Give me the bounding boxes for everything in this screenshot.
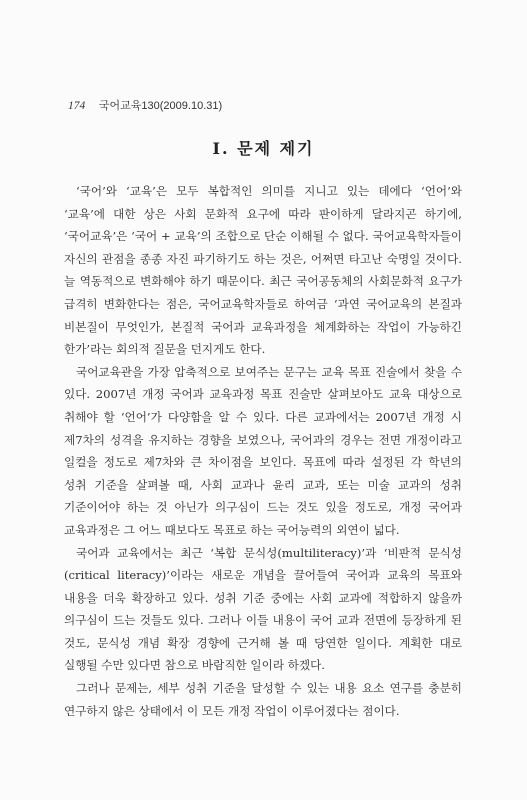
paragraph-2: 국어교육관을 가장 압축적으로 보여주는 문구는 교육 목표 진술에서 찾을 수 있다. 2007년 개정 국어과 교육과정 목표 진술만 살펴보아도 교육 대상으로 취해야 할 ‘언어’가 다양함을 알 수 있다. 다른 교과에서는 2007년 개정 시 제7차의 성격을 유지하는 경향을 보였으나, 국어과의 경우는 전면 개정이라고 일컬을 정도로 제7차와 큰 차이점을 보인다. 목표에 따라 설정된 각 학년의 성취 기준을 살펴볼 때, 사회 교과나 윤리 교과, 또는 미술 교과의 성취 기준이어야 하는 것 아닌가 의구심이 드는 것도 있을 정도로, 개정 국어과 교육과정은 그 어느 때보다도 목표로 하는 국어능력의 외연이 넓다. (64, 364, 462, 537)
section-title: Ⅰ. 문제 제기 (212, 139, 315, 158)
running-header (68, 97, 222, 113)
paragraph-4: 그러나 문제는, 세부 성취 기준을 달성할 수 있는 내용 요소 연구를 충분히 연구하지 않은 상태에서 이 모든 개정 작업이 이루어졌다는 점이다. (64, 681, 462, 718)
paragraph-1: ‘국어’와 ‘교육’은 모두 복합적인 의미를 지니고 있는 데에다 ‘언어’와 ‘교육’에 대한 상은 사회 문화적 요구에 따라 판이하게 달라지곤 하기에, ‘국어교육’은 ‘국어 + 교육’의 조합으로 단순 이해될 수 없다. 국어교육학자들이 자신의 관점을 종종 자진 파기하기도 하는 것은, 어쩌면 타고난 숙명일 것이다. 늘 역동적으로 변화해야 하기 때문이다. 최근 국어공동체의 사회문화적 요구가 급격히 변화한다는 점은, 국어교육학자들로 하여금 ‘과연 국어교육의 본질과 비본질이 무엇인가, 본질적 국어과 교육과정을 체계화하는 작업이 가능하긴 한가’라는 회의적 질문을 던지게도 한다. (64, 184, 462, 357)
page-number: 174 (68, 100, 86, 112)
body-text (64, 180, 462, 722)
journal-citation: 국어교육130(2009.10.31) (98, 100, 223, 112)
paragraph-3: 국어과 교육에서는 최근 ‘복합 문식성(multiliteracy)’과 ‘비판적 문식성(critical literacy)’이라는 새로운 개념을 끌어들여 국어과 교육의 목표와 내용을 더욱 확장하고 있다. 성취 기준 중에는 사회 교과에 적합하지 않을까 의구심이 드는 것들도 있다. 그러나 이들 내용이 국어 교과 전면에 등장하게 된 것도, 문식성 개념 확장 경향에 근거해 볼 때 당연한 일이다. 계획한 대로 실행될 수만 있다면 참으로 바람직한 일이라 하겠다. (64, 545, 462, 673)
